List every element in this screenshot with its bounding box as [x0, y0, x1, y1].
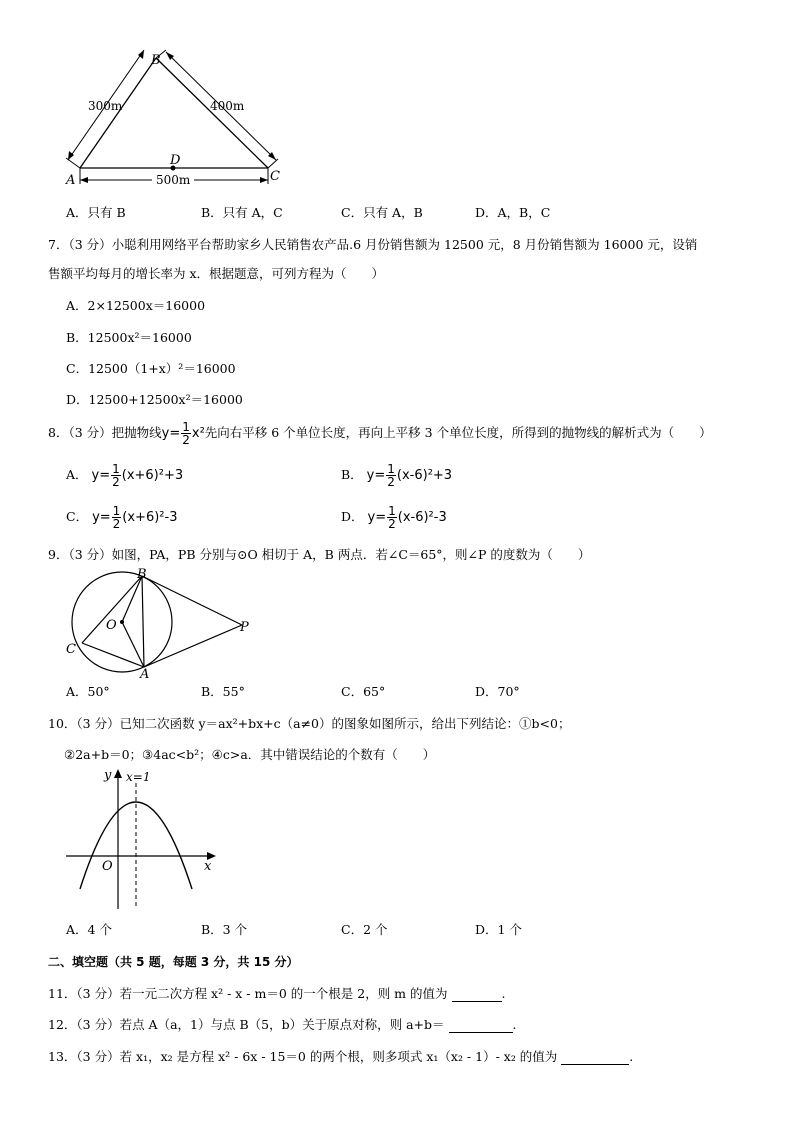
label-B: B [137, 567, 147, 582]
section-heading: 二、填空题（共 5 题，每题 3 分，共 15 分） [48, 955, 299, 969]
q7-option-c[interactable]: C．12500（1+x）²＝16000 [66, 361, 236, 376]
label-B: B [151, 53, 161, 68]
label-300m: 300m [88, 99, 123, 113]
q13-answer-blank[interactable] [561, 1049, 629, 1065]
label-A: A [66, 173, 76, 188]
q10-option-a[interactable]: A．4 个 [66, 922, 112, 937]
q13-stem: 13．（3 分）若 x₁，x₂ 是方程 x² - 6x - 15＝0 的两个根，则多项式 x₁（x₂ - 1）- x₂ 的值为 . [48, 1049, 634, 1064]
q8-x2: x² [191, 426, 205, 441]
triangle-figure [58, 48, 298, 198]
label-A: A [140, 667, 150, 680]
q7-stem-line1: 7．（3 分）小聪利用网络平台帮助家乡人民销售农产品.6 月份销售额为 12500 元，8 月份销售额为 16000 元，设销 [48, 237, 698, 252]
q8-stem-post: 先向右平移 6 个单位长度，再向上平移 3 个单位长度，所得到的抛物线的解析式为（ ） [204, 425, 712, 440]
q9-option-b[interactable]: B．55° [201, 684, 245, 699]
q8-option-d[interactable]: D． y= $\frac{1}{2}$ (x-6)²-3 [341, 504, 447, 531]
q10-option-d[interactable]: D．1 个 [475, 922, 522, 937]
q11-stem: 11．（3 分）若一元二次方程 x² - x - m＝0 的一个根是 2，则 m 的值为 . [48, 986, 506, 1001]
q8-option-c[interactable]: C． y= $\frac{1}{2}$ (x+6)²-3 [66, 504, 178, 531]
q7-option-a[interactable]: A．2×12500x＝16000 [66, 298, 206, 313]
q8-option-b[interactable]: B． y= $\frac{1}{2}$ (x-6)²+3 [341, 462, 453, 489]
fraction-half: $\frac{1}{2}$ [182, 420, 190, 447]
q9-option-d[interactable]: D．70° [475, 684, 520, 699]
label-O: O [102, 859, 113, 874]
q12-answer-blank[interactable] [449, 1017, 513, 1033]
label-P: P [240, 620, 249, 635]
q10-stem-line1: 10．（3 分）已知二次函数 y＝ax²+bx+c（a≠0）的图象如图所示，给出下列结论：①b<0； [48, 716, 571, 731]
label-500m: 500m [156, 173, 191, 187]
circle-tangent-figure [60, 565, 270, 680]
label-400m: 400m [210, 99, 245, 113]
label-D: D [170, 153, 181, 168]
q8-stem-pre: 8．（3 分）把抛物线 [48, 425, 162, 440]
q7-stem-line2: 售额平均每月的增长率为 x．根据题意，可列方程为（ ） [48, 266, 385, 281]
parabola-figure [62, 765, 222, 913]
label-y: y [104, 768, 112, 783]
q10-option-b[interactable]: B．3 个 [201, 922, 248, 937]
q8-stem [48, 418, 712, 448]
label-x: x [204, 859, 212, 874]
q12-stem: 12．（3 分）若点 A（a，1）与点 B（5，b）关于原点对称，则 a+b＝ . [48, 1017, 517, 1032]
q7-option-d[interactable]: D．12500+12500x²＝16000 [66, 392, 243, 407]
q9-option-a[interactable]: A．50° [66, 684, 110, 699]
q6-option-d[interactable]: D．A，B，C [475, 205, 551, 220]
q9-option-c[interactable]: C．65° [341, 684, 386, 699]
label-O: O [106, 618, 117, 633]
q10-option-c[interactable]: C．2 个 [341, 922, 388, 937]
q6-option-a[interactable]: A．只有 B [66, 205, 126, 220]
q8-y-eq: y= [161, 426, 181, 441]
q6-option-c[interactable]: C．只有 A，B [341, 205, 423, 220]
q8-option-a[interactable]: A． y= $\frac{1}{2}$ (x+6)²+3 [66, 462, 184, 489]
q9-stem: 9．（3 分）如图，PA，PB 分别与⊙O 相切于 A，B 两点．若∠C＝65°，则∠P 的度数为（ ） [48, 547, 591, 562]
label-C: C [270, 169, 280, 184]
q11-answer-blank[interactable] [452, 986, 502, 1002]
q6-option-b[interactable]: B．只有 A，C [201, 205, 283, 220]
label-axis-x1: x=1 [126, 770, 151, 784]
label-C: C [66, 642, 76, 657]
q10-stem-line2: ②2a+b＝0；③4ac<b²；④c>a．其中错误结论的个数有（ ） [64, 747, 436, 762]
q7-option-b[interactable]: B．12500x²＝16000 [66, 330, 192, 345]
